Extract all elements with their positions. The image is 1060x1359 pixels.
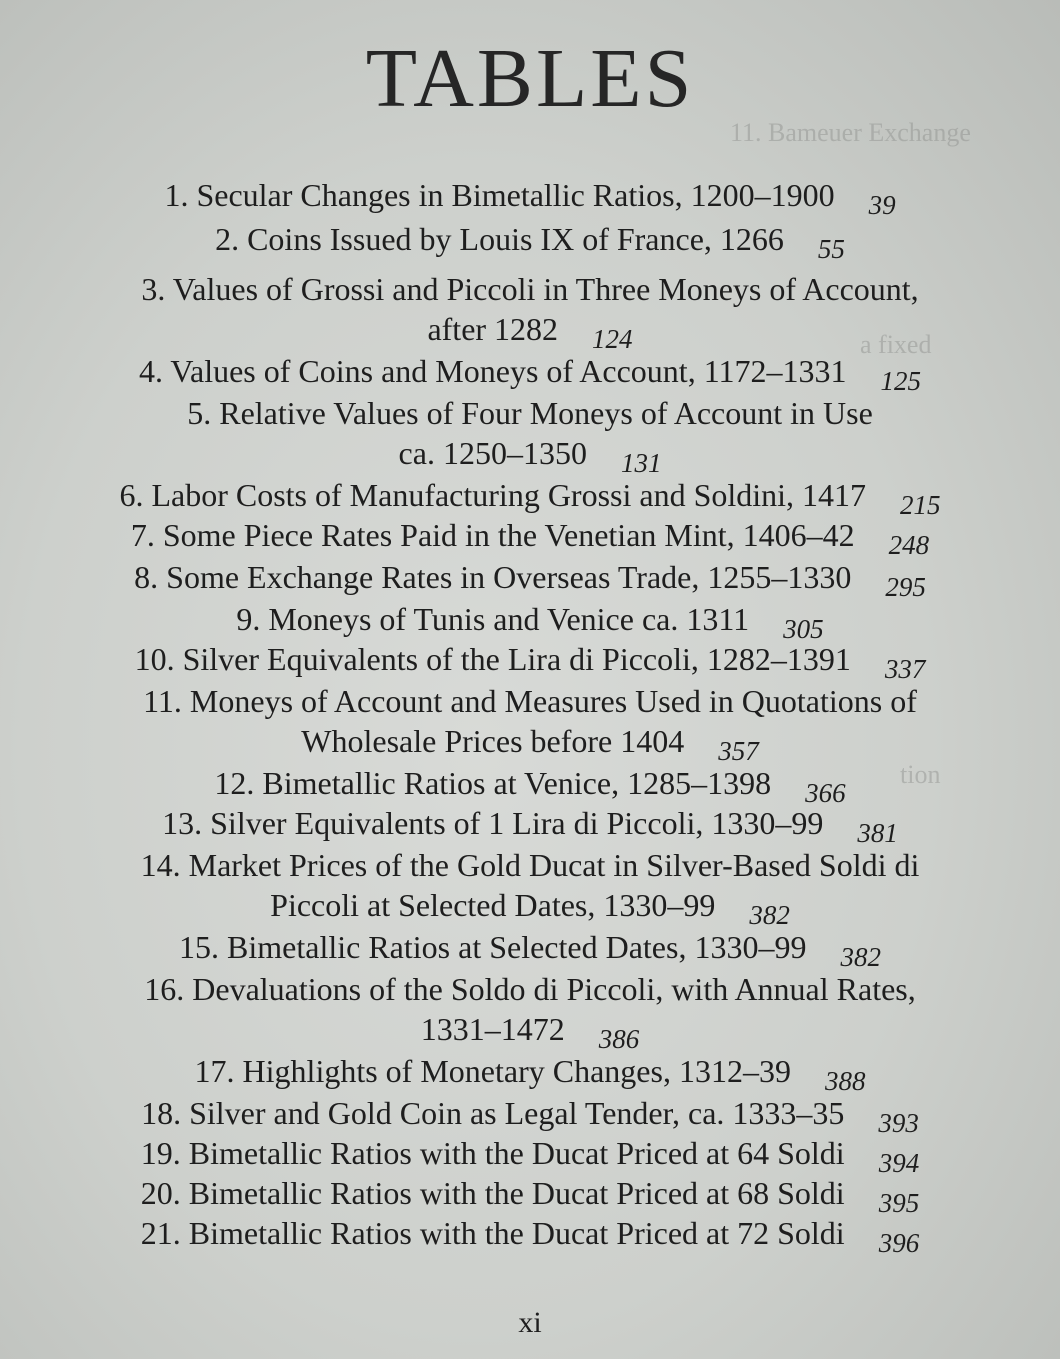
page-number: 388 (824, 1066, 866, 1096)
list-item: 19. Bimetallic Ratios with the Ducat Priced at 64 Soldi 394 (0, 1134, 1060, 1174)
page-number: 396 (878, 1228, 920, 1258)
list-item: 20. Bimetallic Ratios with the Ducat Priced at 68 Soldi 395 (0, 1174, 1060, 1214)
list-item: 21. Bimetallic Ratios with the Ducat Priced at 72 Soldi 396 (0, 1214, 1060, 1254)
list-item: 11. Moneys of Account and Measures Used in Quotations of (143, 683, 917, 719)
list-item: 12. Bimetallic Ratios at Venice, 1285–1398 366 (0, 764, 1060, 804)
page-number: 386 (598, 1024, 640, 1054)
list-item: 7. Some Piece Rates Paid in the Venetian Mint, 1406–42 248 (0, 516, 1060, 556)
show-through-text: 11. Bameuer Exchange (730, 118, 971, 147)
page-number: 215 (900, 490, 941, 520)
page-number: 305 (783, 614, 824, 644)
list-item: 4. Values of Coins and Moneys of Account, 1172–1331 125 (0, 352, 1060, 392)
page-number: 125 (880, 366, 921, 396)
page-number: 295 (885, 572, 926, 602)
page-number: 366 (805, 778, 846, 808)
page-number: 39 (868, 190, 896, 220)
page-number: 337 (884, 654, 926, 684)
list-item: 2. Coins Issued by Louis IX of France, 1266 55 (0, 220, 1060, 260)
show-through-text: a fixed (860, 330, 932, 359)
show-through-text: tion (900, 760, 941, 789)
list-item: 13. Silver Equivalents of 1 Lira di Piccoli, 1330–99 381 (0, 804, 1060, 844)
list-item: 16. Devaluations of the Soldo di Piccoli, with Annual Rates, (144, 971, 916, 1007)
list-item-continuation: Piccoli at Selected Dates, 1330–99 382 (0, 886, 1060, 926)
page-number: 382 (840, 942, 881, 972)
page-number: 124 (592, 324, 633, 354)
page-number: 55 (817, 234, 845, 264)
page-number: 381 (857, 818, 898, 848)
list-item: 14. Market Prices of the Gold Ducat in Silver-Based Soldi di (140, 847, 920, 883)
page-number: 393 (878, 1108, 919, 1138)
list-item: 18. Silver and Gold Coin as Legal Tender, ca. 1333–35 393 (0, 1094, 1060, 1134)
list-item-continuation: ca. 1250–1350 131 (0, 434, 1060, 474)
list-item: 15. Bimetallic Ratios at Selected Dates, 1330–99 382 (0, 928, 1060, 968)
page-title: TABLES (365, 32, 695, 125)
page-number: 395 (878, 1188, 920, 1218)
list-item: 8. Some Exchange Rates in Overseas Trade, 1255–1330 295 (0, 558, 1060, 598)
page-folio: xi (518, 1306, 542, 1339)
list-item: 1. Secular Changes in Bimetallic Ratios, 1200–1900 39 (0, 176, 1060, 216)
list-item: 3. Values of Grossi and Piccoli in Three Moneys of Account, (141, 271, 919, 307)
list-item-continuation: 1331–1472 386 (0, 1010, 1060, 1050)
page-number: 248 (888, 530, 930, 560)
list-item: 9. Moneys of Tunis and Venice ca. 1311 305 (0, 600, 1060, 640)
list-item: 10. Silver Equivalents of the Lira di Piccoli, 1282–1391 337 (0, 640, 1060, 680)
page-number: 394 (878, 1148, 920, 1178)
page-number: 382 (749, 900, 790, 930)
page-number: 131 (620, 448, 662, 478)
list-item-continuation: after 1282 124 (0, 310, 1060, 350)
list-item: 5. Relative Values of Four Moneys of Account in Use (187, 395, 873, 431)
page-number: 357 (718, 736, 759, 766)
list-item: 17. Highlights of Monetary Changes, 1312–39 388 (0, 1052, 1060, 1092)
list-item-continuation: Wholesale Prices before 1404 357 (0, 722, 1060, 762)
list-item: 6. Labor Costs of Manufacturing Grossi and Soldini, 1417 215 (0, 476, 1060, 516)
